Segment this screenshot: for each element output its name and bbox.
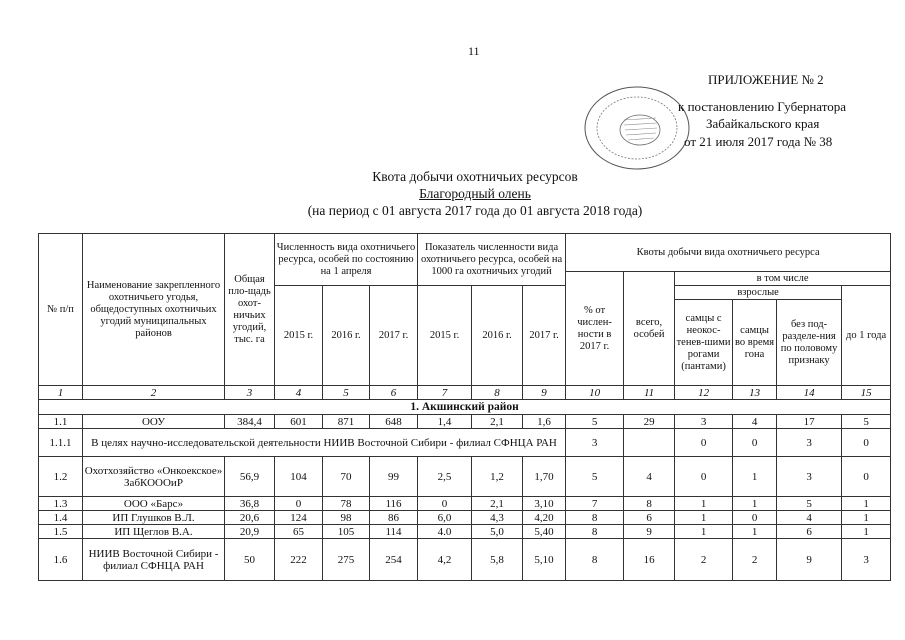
row-d16: 4,3: [472, 511, 523, 525]
table-row: [39, 511, 891, 525]
appendix-region: Забайкальского края: [706, 116, 820, 131]
table-subrow: [39, 429, 891, 457]
row-c17: 648: [370, 415, 418, 429]
row-d15: 6,0: [418, 511, 472, 525]
row-c17: 116: [370, 497, 418, 511]
row-c15: 104: [275, 457, 323, 497]
row-m_ant: 2: [675, 539, 733, 581]
row-total: 8: [624, 497, 675, 511]
column-number: 3: [225, 386, 275, 400]
row-name: ООО «Барс»: [83, 497, 225, 511]
header-2015-density: 2015 г.: [418, 286, 472, 386]
row-pct: 8: [566, 511, 624, 525]
header-males-antlers: самцы с неокос-тенев-шими рогами (пантами): [675, 300, 733, 386]
row-c16: 871: [323, 415, 370, 429]
row-pct-empty: [624, 429, 675, 457]
row-number: 1.1: [39, 415, 83, 429]
row-d15: 2,5: [418, 457, 472, 497]
row-c17: 86: [370, 511, 418, 525]
column-number: 9: [523, 386, 566, 400]
header-count-group: Численность вида охотничьего ресурса, особей по состоянию на 1 апреля: [275, 234, 418, 286]
row-c15: 65: [275, 525, 323, 539]
row-m_ant: 0: [675, 457, 733, 497]
appendix-date: от 21 июля 2017 года № 38: [684, 134, 833, 149]
row-c15: 601: [275, 415, 323, 429]
row-area: 384,4: [225, 415, 275, 429]
row-name: НИИВ Восточной Сибири - филиал СФНЦА РАН: [83, 539, 225, 581]
row-nosex: 17: [777, 415, 842, 429]
row-area: 36,8: [225, 497, 275, 511]
row-d16: 5,0: [472, 525, 523, 539]
document-title: [240, 168, 710, 219]
row-c16: 98: [323, 511, 370, 525]
row-d16: 1,2: [472, 457, 523, 497]
row-nosex: 6: [777, 525, 842, 539]
row-c16: 275: [323, 539, 370, 581]
header-area: Общая пло-щадь охот-ничьих угодий, тыс. га: [225, 234, 275, 386]
row-d17: 3,10: [523, 497, 566, 511]
row-name: ИП Глушков В.Л.: [83, 511, 225, 525]
row-total: 6: [624, 511, 675, 525]
row-m_ant: 3: [675, 415, 733, 429]
row-m_rut: 1: [733, 457, 777, 497]
table-row: [39, 497, 891, 511]
row-number: 1.4: [39, 511, 83, 525]
table-row: [39, 457, 891, 497]
row-nosex: 5: [777, 497, 842, 511]
row-d16: 5,8: [472, 539, 523, 581]
quota-table: [38, 233, 891, 581]
appendix-title: ПРИЛОЖЕНИЕ № 2: [708, 72, 824, 87]
header-2015-count: 2015 г.: [275, 286, 323, 386]
row-name: ИП Щеглов В.А.: [83, 525, 225, 539]
column-number: 11: [624, 386, 675, 400]
page-number: 11: [468, 44, 480, 58]
row-c15: 0: [275, 497, 323, 511]
row-nosex: 4: [777, 511, 842, 525]
row-m_rut: 0: [733, 429, 777, 457]
header-pct: % от числен-ности в 2017 г.: [566, 272, 624, 386]
table-row: [39, 539, 891, 581]
row-u1: 0: [842, 429, 891, 457]
row-d17: 1,6: [523, 415, 566, 429]
row-name: ООУ: [83, 415, 225, 429]
row-number: 1.3: [39, 497, 83, 511]
column-number: 15: [842, 386, 891, 400]
row-nosex: 3: [777, 457, 842, 497]
row-area: 20,9: [225, 525, 275, 539]
column-number: 14: [777, 386, 842, 400]
header-2017-count: 2017 г.: [370, 286, 418, 386]
header-2016-count: 2016 г.: [323, 286, 370, 386]
row-d17: 5,10: [523, 539, 566, 581]
header-total: всего, особей: [624, 272, 675, 386]
section-heading: 1. Акшинский район: [39, 400, 891, 415]
row-d16: 2,1: [472, 497, 523, 511]
header-including: в том числе: [675, 272, 891, 286]
row-m_rut: 0: [733, 511, 777, 525]
column-number: 13: [733, 386, 777, 400]
row-c16: 70: [323, 457, 370, 497]
row-u1: 1: [842, 497, 891, 511]
row-area: 56,9: [225, 457, 275, 497]
row-c17: 254: [370, 539, 418, 581]
row-u1: 1: [842, 525, 891, 539]
row-c16: 105: [323, 525, 370, 539]
row-c17: 99: [370, 457, 418, 497]
row-name: В целях научно-исследовательской деятельности НИИВ Восточной Сибири - филиал СФНЦА РАН: [83, 429, 566, 457]
row-pct: 8: [566, 525, 624, 539]
row-d15: 0: [418, 497, 472, 511]
title-period: (на период с 01 августа 2017 года до 01 августа 2018 года): [307, 203, 643, 218]
row-m_rut: 1: [733, 497, 777, 511]
row-c17: 114: [370, 525, 418, 539]
row-d15: 1,4: [418, 415, 472, 429]
table-row: [39, 415, 891, 429]
column-number: 5: [323, 386, 370, 400]
row-m_rut: 1: [733, 525, 777, 539]
row-m_ant: 1: [675, 497, 733, 511]
row-pct: 5: [566, 457, 624, 497]
header-males-rut: самцы во время гона: [733, 300, 777, 386]
title-species: Благородный олень: [419, 186, 531, 201]
header-2017-density: 2017 г.: [523, 286, 566, 386]
header-quota-group: Квоты добычи вида охотничьего ресурса: [566, 234, 891, 272]
row-d15: 4,2: [418, 539, 472, 581]
row-u1: 5: [842, 415, 891, 429]
row-pct: 8: [566, 539, 624, 581]
row-pct: 7: [566, 497, 624, 511]
column-number: 8: [472, 386, 523, 400]
row-total: 3: [566, 429, 624, 457]
row-u1: 0: [842, 457, 891, 497]
table-row: [39, 525, 891, 539]
header-name: Наименование закрепленного охотничьего угодья, общедоступных охотничьих угодий муниципальных районов: [83, 234, 225, 386]
column-number: 7: [418, 386, 472, 400]
row-total: 9: [624, 525, 675, 539]
row-number: 1.5: [39, 525, 83, 539]
row-number: 1.2: [39, 457, 83, 497]
row-d15: 4.0: [418, 525, 472, 539]
row-u1: 3: [842, 539, 891, 581]
row-c15: 222: [275, 539, 323, 581]
column-number: 12: [675, 386, 733, 400]
row-m_ant: 1: [675, 525, 733, 539]
column-number: 2: [83, 386, 225, 400]
row-area: 50: [225, 539, 275, 581]
row-number: 1.6: [39, 539, 83, 581]
header-adults: взрослые: [675, 286, 842, 300]
column-number: 4: [275, 386, 323, 400]
row-total: 29: [624, 415, 675, 429]
row-total: 16: [624, 539, 675, 581]
title-main: Квота добычи охотничьих ресурсов: [372, 169, 578, 184]
header-density-group: Показатель численности вида охотничьего ресурса, особей на 1000 га охотничьих угодий: [418, 234, 566, 286]
row-area: 20,6: [225, 511, 275, 525]
row-d17: 5,40: [523, 525, 566, 539]
row-nosex: 3: [777, 429, 842, 457]
row-c16: 78: [323, 497, 370, 511]
row-m_ant: 1: [675, 511, 733, 525]
official-seal-stamp: [582, 84, 692, 172]
row-c15: 124: [275, 511, 323, 525]
row-number: 1.1.1: [39, 429, 83, 457]
row-total: 4: [624, 457, 675, 497]
column-number: 6: [370, 386, 418, 400]
header-2016-density: 2016 г.: [472, 286, 523, 386]
header-num: № п/п: [39, 234, 83, 386]
row-nosex: 9: [777, 539, 842, 581]
column-numbers-row: [39, 386, 891, 400]
row-u1: 1: [842, 511, 891, 525]
row-m_rut: 4: [733, 415, 777, 429]
column-number: 10: [566, 386, 624, 400]
appendix-decree: к постановлению Губернатора: [678, 99, 847, 114]
column-number: 1: [39, 386, 83, 400]
row-d16: 2,1: [472, 415, 523, 429]
row-m_rut: 2: [733, 539, 777, 581]
header-under-1-year: до 1 года: [842, 286, 891, 386]
row-d17: 1,70: [523, 457, 566, 497]
row-m_ant: 0: [675, 429, 733, 457]
row-name: Охотхозяйство «Онкоекское» ЗабКОООиР: [83, 457, 225, 497]
row-d17: 4,20: [523, 511, 566, 525]
header-no-sex: без под-разделе-ния по половому признаку: [777, 300, 842, 386]
row-pct: 5: [566, 415, 624, 429]
